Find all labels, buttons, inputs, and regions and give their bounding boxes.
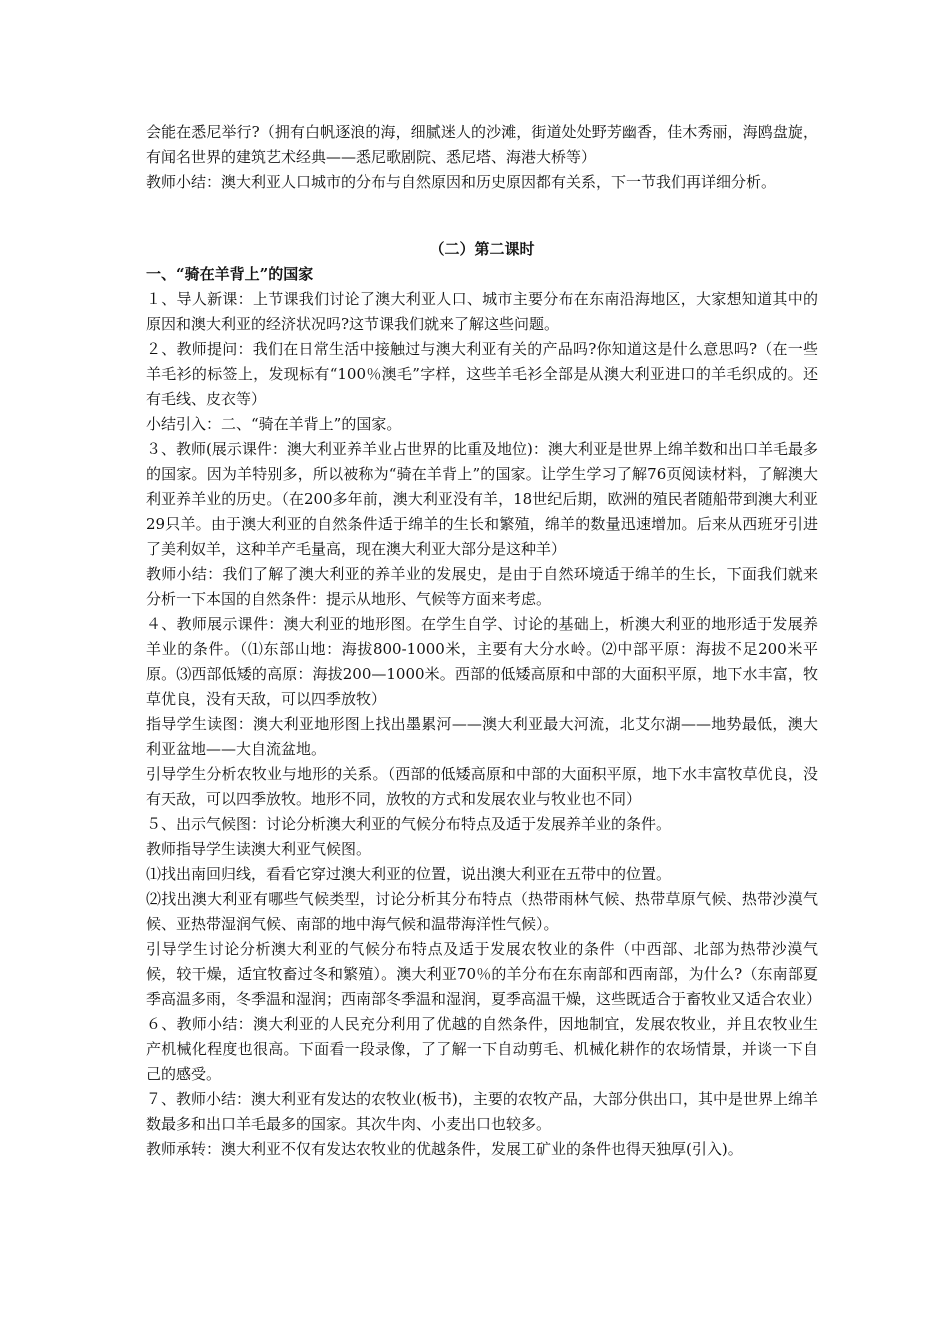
paragraph: 教师小结：澳大利亚人口城市的分布与自然原因和历史原因都有关系，下一节我们再详细分析。 xyxy=(146,173,777,191)
paragraph: 教师承转：澳大利亚不仅有发达农牧业的优越条件，发展工矿业的条件也得天独厚(引入)。 xyxy=(146,1140,743,1158)
paragraph: １、导人新课：上节课我们讨论了澳大利亚人口、城市主要分布在东南沿海地区，大家想知道其中的原因和澳大利亚的经济状况吗?这节课我们就来了解这些问题。 xyxy=(146,290,818,333)
paragraph: 小结引入：二、“骑在羊背上”的国家。 xyxy=(146,415,402,433)
spacer xyxy=(146,195,818,237)
section-heading: 一、“骑在羊背上”的国家 xyxy=(146,265,314,283)
paragraph: ６、教师小结：澳大利亚的人民充分利用了优越的自然条件，因地制宜，发展农牧业，并且农牧业生产机械化程度也很高。下面看一段录像，了了解一下自动剪毛、机械化耕作的农场情景，并谈一下自己的感受。 xyxy=(146,1015,818,1083)
paragraph: ⑵找出澳大利亚有哪些气候类型，讨论分析其分布特点（热带雨林气候、热带草原气候、热带沙漠气候、亚热带湿润气候、南部的地中海气候和温带海洋性气候）。 xyxy=(146,890,818,933)
paragraph: 教师指导学生读澳大利亚气候图。 xyxy=(146,840,372,858)
paragraph: ２、教师提问：我们在日常生活中接触过与澳大利亚有关的产品吗?你知道这是什么意思吗?（在一些羊毛衫的标签上，发现标有“100％澳毛”字样，这些羊毛衫全部是从澳大利亚进口的羊毛织成的。还有毛线、皮衣等） xyxy=(146,340,818,408)
paragraph: 引导学生讨论分析澳大利亚的气候分布特点及适于发展农牧业的条件（中西部、北部为热带沙漠气候，较干燥，适宜牧畜过冬和繁殖）。澳大利亚70％的羊分布在东南部和西南部，为什么?（东南部夏季高温多雨，冬季温和湿润；西南部冬季温和湿润，夏季高温干燥，这些既适合于畜牧业又适合农业） xyxy=(146,940,822,1008)
paragraph: ３、教师(展示课件：澳大利亚养羊业占世界的比重及地位)：澳大利亚是世界上绵羊数和出口羊毛最多的国家。因为羊特别多，所以被称为“骑在羊背上”的国家。让学生学习了解76页阅读材料，了解澳大利亚养羊业的历史。（在200多年前，澳大利亚没有羊，18世纪后期，欧洲的殖民者随船带到澳大利亚29只羊。由于澳大利亚的自然条件适于绵羊的生长和繁殖，绵羊的数量迅速增加。后来从西班牙引进了美利奴羊，这种羊产毛量高，现在澳大利亚大部分是这种羊） xyxy=(146,440,818,558)
paragraph: 引导学生分析农牧业与地形的关系。（西部的低矮高原和中部的大面积平原，地下水丰富牧草优良，没有天敌，可以四季放牧。地形不同，放牧的方式和发展农业与牧业也不同） xyxy=(146,765,818,808)
paragraph: ⑴找出南回归线，看看它穿过澳大利亚的位置，说出澳大利亚在五带中的位置。 xyxy=(146,865,672,883)
paragraph: 指导学生读图：澳大利亚地形图上找出墨累河——澳大利亚最大河流，北艾尔湖——地势最低，澳大利亚盆地——大自流盆地。 xyxy=(146,715,818,758)
paragraph: ５、出示气候图：讨论分析澳大利亚的气候分布特点及适于发展养羊业的条件。 xyxy=(146,815,672,833)
paragraph: ７、教师小结：澳大利亚有发达的农牧业(板书)，主要的农牧产品，大部分供出口，其中是世界上绵羊数最多和出口羊毛最多的国家。其次牛肉、小麦出口也较多。 xyxy=(146,1090,818,1133)
paragraph: 教师小结：我们了解了澳大利亚的养羊业的发展史，是由于自然环境适于绵羊的生长，下面我们就来分析一下本国的自然条件：提示从地形、气候等方面来考虑。 xyxy=(146,565,818,608)
section-title: （二）第二课时 xyxy=(429,240,535,258)
paragraph: ４、教师展示课件：澳大利亚的地形图。在学生自学、讨论的基础上，析澳大利亚的地形适于发展养羊业的条件。（⑴东部山地：海拔800-1000米，主要有大分水岭。⑵中部平原：海拔不足200米平原。⑶西部低矮的高原：海拔200—1000米。西部的低矮高原和中部的大面积平原，地下水丰富，牧草优良，没有天敌，可以四季放牧） xyxy=(146,615,818,708)
paragraph: 会能在悉尼举行?（拥有白帆逐浪的海，细腻迷人的沙滩，街道处处野芳幽香，佳木秀丽，海鸥盘旋，有闻名世界的建筑艺术经典——悉尼歌剧院、悉尼塔、海港大桥等） xyxy=(146,123,818,166)
document-page xyxy=(146,120,822,1162)
